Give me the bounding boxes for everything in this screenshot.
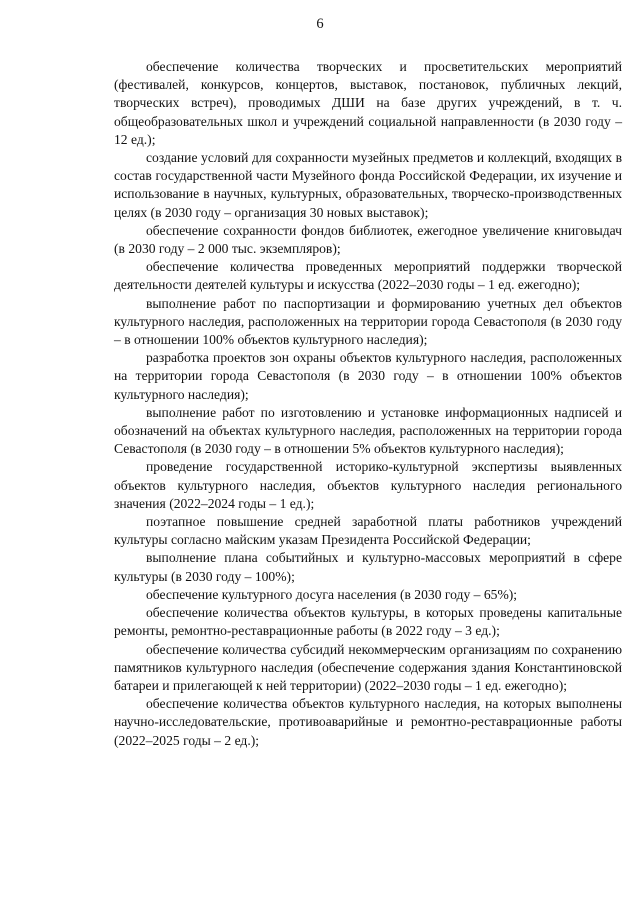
list-item: разработка проектов зон охраны объектов культурного наследия, расположенных на территории города Севастополя (в 2030 году – в отношении 100% объектов культурного наследия); — [114, 350, 622, 402]
list-item: обеспечение количества творческих и просветительских мероприятий (фестивалей, конкурсов, концертов, выставок, постановок, публичных лекций, творческих встреч), проводимых ДШИ на базе других учреждений, в т. ч. общеобразовательных школ и учреждений социальной направленности (в 2030 году – 12 ед.); — [114, 59, 622, 147]
list-item: выполнение плана событийных и культурно-массовых мероприятий в сфере культуры (в 2030 году – 100%); — [114, 550, 622, 584]
list-item: выполнение работ по паспортизации и формированию учетных дел объектов культурного наследия, расположенных на территории города Севастополя (в 2030 году – в отношении 100% объектов культурного наследия); — [114, 295, 622, 348]
document-body — [114, 58, 622, 750]
list-item: выполнение работ по изготовлению и установке информационных надписей и обозначений на объектах культурного наследия, расположенных на территории города Севастополя (в 2030 году – в отношении 5% объектов культурного наследия); — [114, 404, 622, 457]
list-item: создание условий для сохранности музейных предметов и коллекций, входящих в состав государственной части Музейного фонда Российской Федерации, их изучение и использование в научных, культурных, образовательных, творческо-производственных целях (в 2030 году – организация 30 новых выставок); — [114, 150, 622, 220]
page-number: 6 — [316, 16, 324, 32]
list-item: обеспечение сохранности фондов библиотек, ежегодное увеличение книговыдач (в 2030 году – 2 000 тыс. экземпляров); — [114, 222, 622, 257]
list-item: проведение государственной историко-культурной экспертизы выявленных объектов культурного наследия, объектов культурного наследия регионального значения (2022–2024 годы – 1 ед.); — [114, 459, 622, 511]
list-item: обеспечение культурного досуга населения (в 2030 году – 65%); — [146, 586, 518, 602]
list-item: поэтапное повышение средней заработной платы работников учреждений культуры согласно майским указам Президента Российской Федерации; — [114, 514, 622, 548]
list-item: обеспечение количества субсидий некоммерческим организациям по сохранению памятников культурного наследия (обеспечение содержания здания Константиновской батареи и прилегающей к ней территории) (2022–2030 годы – 1 ед. ежегодно); — [114, 641, 622, 693]
list-item: обеспечение количества проведенных мероприятий поддержки творческой деятельности деятелей культуры и искусства (2022–2030 годы – 1 ед. ежегодно); — [114, 259, 622, 293]
list-item: обеспечение количества объектов культурного наследия, на которых выполнены научно-исследовательские, противоаварийные и ремонтно-реставрационные работы (2022–2025 годы – 2 ед.); — [114, 696, 622, 748]
list-item: обеспечение количества объектов культуры, в которых проведены капитальные ремонты, ремонтно-реставрационные работы (в 2022 году – 3 ед.); — [114, 605, 622, 639]
